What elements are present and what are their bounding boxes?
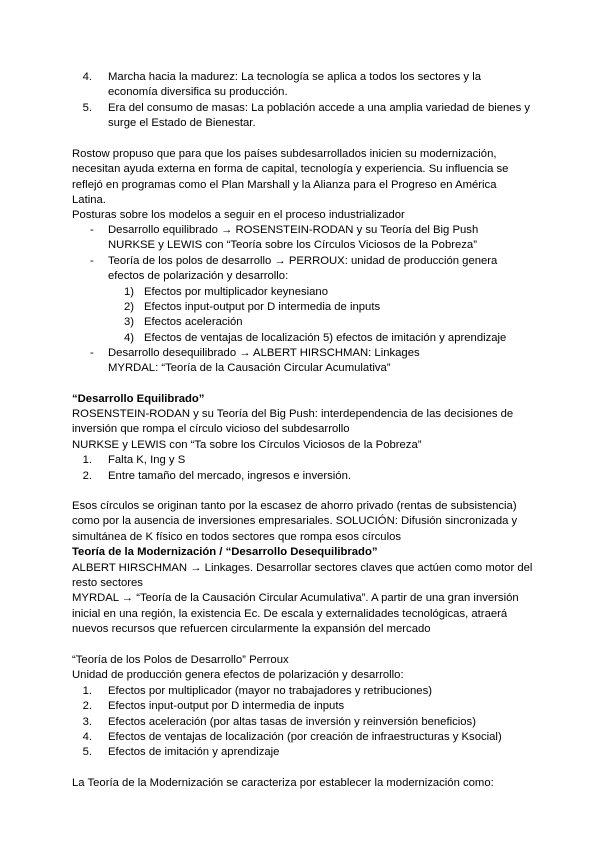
equilibrado-line: ROSENSTEIN-RODAN y su Teoría del Big Push: interdependencia de las decisiones de bbox=[72, 408, 514, 420]
section-heading: “Desarrollo Equilibrado” bbox=[72, 393, 205, 405]
modernizacion-line: ALBERT HIRSCHMAN → Linkages. Desarrollar sectores claves que actúen como motor del bbox=[72, 562, 533, 574]
rostow-paragraph: Rostow propuso que para que los países subdesarrollados inicien su modernización, necesitan ayuda externa en forma de capital, tecnología y experiencia. Su influencia se reflejó en programas como el Plan Marshall y la Alianza para el Progreso en América Latina. bbox=[72, 148, 509, 207]
equilibrado-line: NURKSE y LEWIS con “Ta sobre los Círculos Viciosos de la Pobreza” bbox=[72, 439, 422, 451]
modernizacion-line: MYRDAL → “Teoría de la Causación Circular Acumulativa”. A partir de una gran inversión bbox=[72, 592, 519, 604]
polos-intro: Unidad de producción genera efectos de polarización y desarrollo: bbox=[72, 669, 404, 681]
list-item-continuation: MYRDAL: “Teoría de la Causación Circular Acumulativa” bbox=[108, 362, 391, 374]
equilibrado-line: inversión que rompa el círculo vicioso del subdesarrollo bbox=[72, 423, 350, 435]
document-page: 4. Marcha hacia la madurez: La tecnología se aplica a todos los sectores y la economía diversifica su producción. 5. Era del consumo de masas: La población accede a una amplia variedad de bienes y surge el Estado de Bienestar. Rostow propuso que para que los países subdesarrollados inicien su modernización, necesitan ayuda externa en forma de capital, tecnología y experiencia. Su influencia se reflejó en programas como el Plan Marshall y la Alianza para el Progreso en América Latina. Posturas sobre los modelos a seguir en el proceso industrializador - Desarrollo equilibrado → ROSENSTEIN-RODAN y su Teoría del Big Push NURKSE y LEWIS con “Teoría sobre los Círculos Viciosos de la Pobreza” - Teoría de los polos de desarrollo → PERROUX: unidad de producción genera efectos de polarización y desarrollo: 1) Efectos por multiplicador keynesiano 2) Efectos input-output por D intermedia de inputs 3) Efectos aceleración 4) Efectos de ventajas de localización 5) efectos de imitación y aprendizaje - Desarrollo desequilibrado → ALBERT HIRSCHMAN: Linkages MYRDAL: “Teoría de la Causación Circular Acumulativa” “Desarrollo Equilibrado” ROSENSTEIN-RODAN y su Teoría del Big Push: interdependencia de las decisiones de inversión que rompa el círculo vicioso del subdesarrollo NURKSE y LEWIS con “Ta sobre los Círculos Viciosos de la Pobreza” 1. Falta K, Ing y S 2. Entre tamaño del mercado, ingresos e inversión. Esos círculos se originan tanto por la escasez de ahorro privado (rentas de subsistencia) como por la ausencia de inversiones empresariales. SOLUCIÓN: Difusión sincronizada y simultánea de K físico en todos sectores que rompa esos círculos Teoría de la Modernización / “Desarrollo Desequilibrado” ALBERT HIRSCHMAN → Linkages. Desarrollar sectores claves que actúen como motor del resto sectores MYRDAL → “Teoría de la Causación Circular Acumulativa”. A partir de una gran inversión inicial en una región, la existencia Ec. De escala y externalidades tecnológicas, atraerá nuevos recursos que refuercen circularmente la expansión del mercado “Teoría de los Polos de Desarrollo” Perroux Unidad de producción genera efectos de polarización y desarrollo: 1. Efectos por multiplicador (mayor no trabajadores y retribuciones) 2. Efectos input-output por D intermedia de inputs 3. Efectos aceleración (por altas tasas de inversión y reinversión beneficios) 4. Efectos de ventajas de localización (por creación de infraestructuras y Ksocial) 5. Efectos de imitación y aprendizaje La Teoría de la Modernización se caracteriza por establecer la modernización como: bbox=[0, 0, 600, 848]
modernizacion-line: inicial en una región, la existencia Ec. De escala y externalidades tecnológicas, atraerá bbox=[72, 608, 508, 620]
circulos-paragraph: Esos círculos se originan tanto por la escasez de ahorro privado (rentas de subsistencia) como por la ausencia de inversiones empresariales. SOLUCIÓN: Difusión sincronizada y simultánea de K físico en todos sectores que rompa esos círculos bbox=[72, 500, 518, 543]
polos-title: “Teoría de los Polos de Desarrollo” Perroux bbox=[72, 654, 289, 666]
posturas-heading: Posturas sobre los modelos a seguir en el proceso industrializador bbox=[72, 209, 405, 221]
closing-line: La Teoría de la Modernización se caracteriza por establecer la modernización como: bbox=[72, 777, 494, 789]
list-item-continuation: efectos de polarización y desarrollo: bbox=[108, 270, 289, 282]
list-item-continuation: NURKSE y LEWIS con “Teoría sobre los Círculos Viciosos de la Pobreza” bbox=[108, 239, 477, 251]
modernizacion-line: nuevos recursos que refuercen circularmente la expansión del mercado bbox=[72, 623, 431, 635]
modernizacion-line: resto sectores bbox=[72, 577, 143, 589]
section-heading: Teoría de la Modernización / “Desarrollo Desequilibrado” bbox=[72, 546, 378, 558]
